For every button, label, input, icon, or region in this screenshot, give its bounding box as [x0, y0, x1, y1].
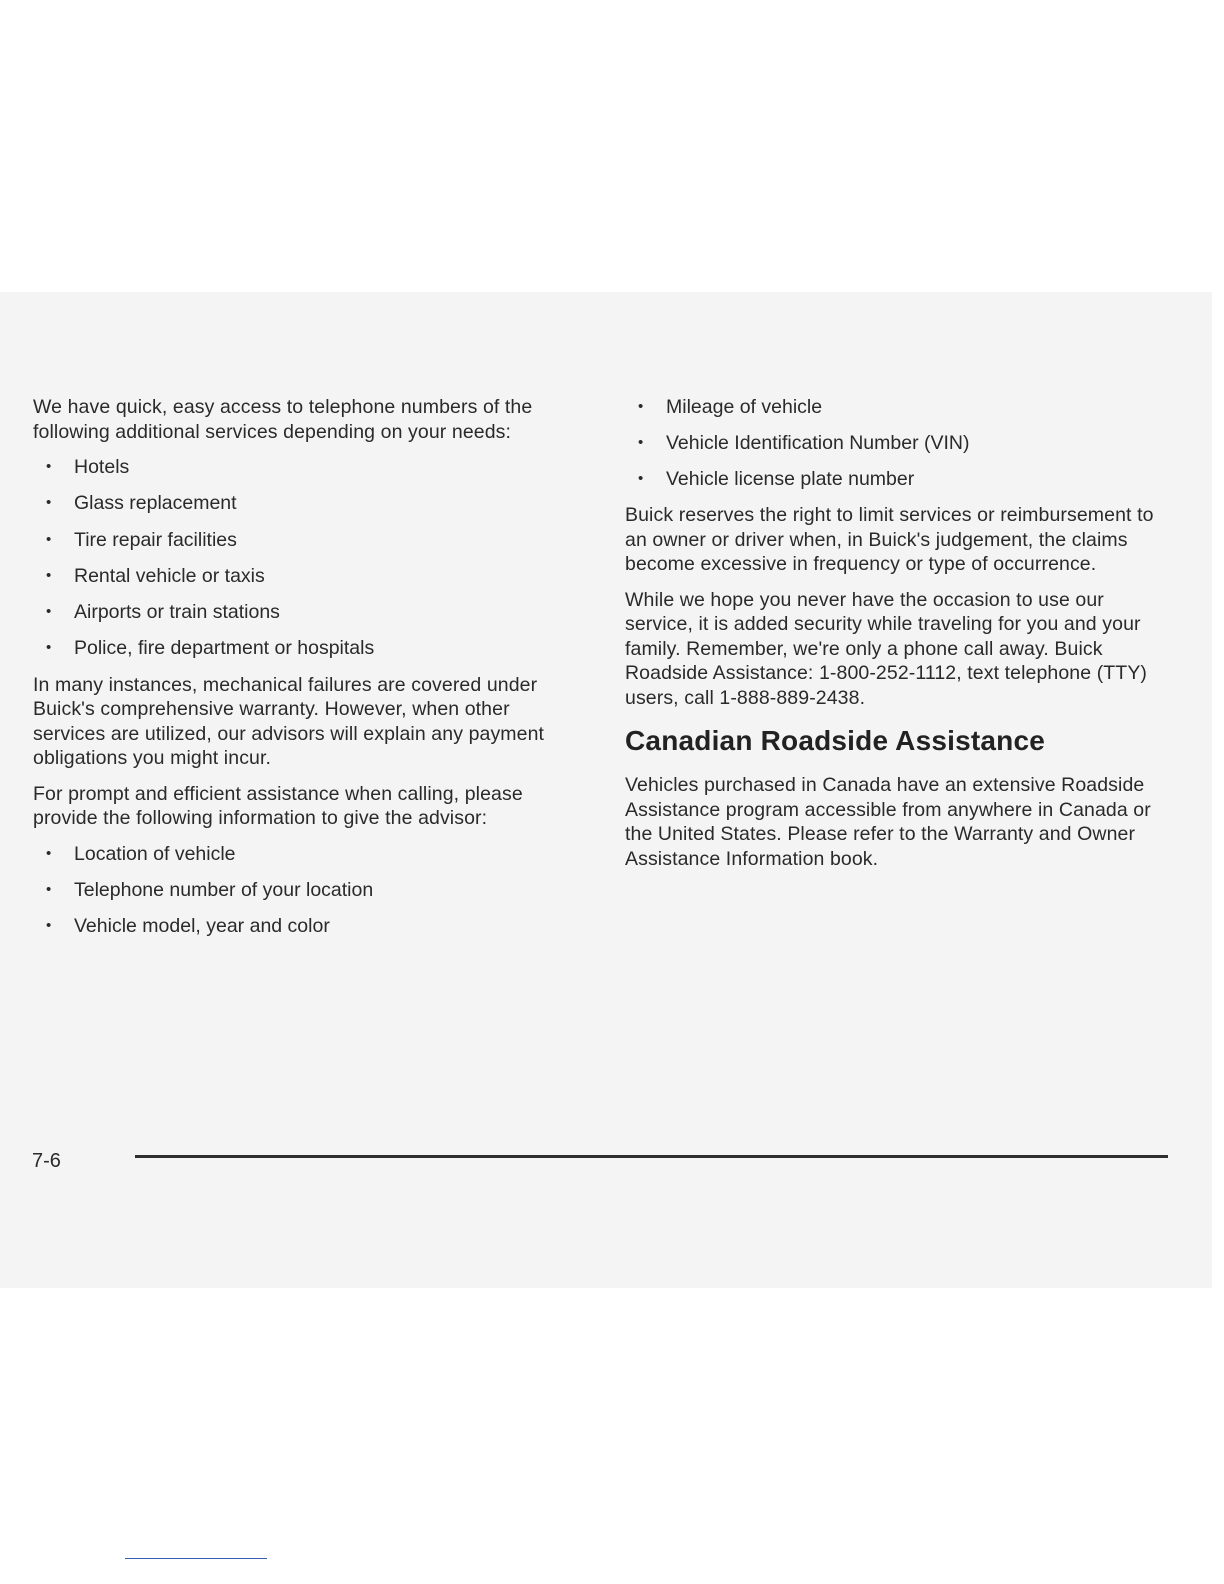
reserves-paragraph: Buick reserves the right to limit services or reimbursement to an owner or driver when, in Buick's judgement, the claims become excessive in frequency or type of occurrence. [625, 504, 1154, 575]
page-number: 7-6 [32, 1150, 61, 1172]
right-column [625, 395, 1175, 882]
bullet-icon: • [46, 639, 52, 657]
bullet-icon: • [46, 530, 52, 548]
bullet-icon: • [638, 434, 644, 451]
bullet-icon: • [46, 881, 52, 899]
bullet-icon: • [46, 917, 52, 935]
info-list-left [33, 842, 585, 939]
info-list-right [625, 395, 1175, 491]
bullet-icon: • [46, 566, 52, 584]
list-item: • Telephone number of your location [46, 879, 374, 902]
warranty-paragraph: In many instances, mechanical failures are covered under Buick's comprehensive warranty. However, when other services are utilized, our advisors will explain any payment obligations you might incur. [33, 673, 545, 770]
list-item: • Vehicle license plate number [638, 468, 915, 490]
bullet-icon: • [46, 494, 52, 512]
list-item: • Hotels [46, 456, 130, 478]
footer-divider [135, 1155, 1168, 1158]
list-item: • Tire repair facilities [46, 528, 237, 551]
bullet-icon: • [46, 844, 52, 862]
services-list [33, 455, 585, 660]
bullet-icon: • [46, 458, 52, 475]
bullet-icon: • [638, 470, 644, 487]
left-column [33, 395, 585, 951]
list-item: • Police, fire department or hospitals [46, 637, 375, 660]
section-heading: Canadian Roadside Assistance [625, 725, 1046, 756]
bullet-icon: • [46, 603, 52, 621]
list-item: • Vehicle model, year and color [46, 915, 330, 938]
info-intro-paragraph: For prompt and efficient assistance when calling, please provide the following information to give the advisor: [33, 782, 523, 830]
list-item: • Location of vehicle [46, 842, 236, 865]
bullet-icon: • [638, 398, 644, 415]
list-item: • Mileage of vehicle [638, 396, 823, 418]
bottom-divider [125, 1558, 267, 1559]
list-item: • Vehicle Identification Number (VIN) [638, 432, 970, 454]
list-item: • Glass replacement [46, 492, 237, 515]
canada-paragraph: Vehicles purchased in Canada have an extensive Roadside Assistance program accessible from anywhere in Canada or the United States. Please refer to the Warranty and Owner Assistance Information book. [625, 774, 1151, 870]
intro-paragraph: We have quick, easy access to telephone numbers of the following additional services depending on your needs: [33, 396, 533, 443]
list-item: • Rental vehicle or taxis [46, 564, 265, 587]
security-paragraph: While we hope you never have the occasion to use our service, it is added security while traveling for you and your family. Remember, we're only a phone call away. Buick Roadside Assistance: 1-800-252-1112, text telephone (TTY) users, call 1-888-889-2438. [625, 588, 1148, 709]
list-item: • Airports or train stations [46, 601, 280, 624]
